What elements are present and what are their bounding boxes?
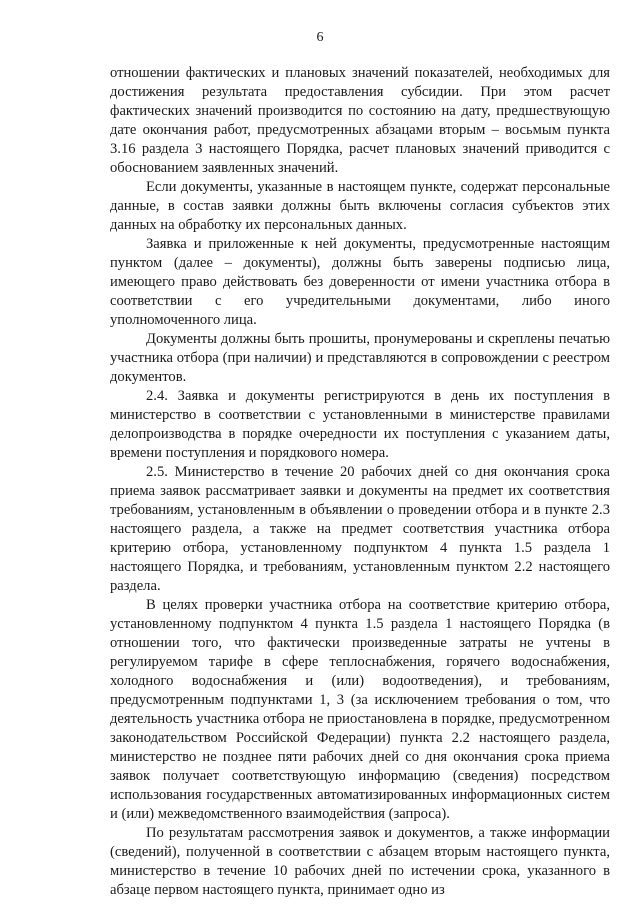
paragraph-results: По результатам рассмотрения заявок и документов, а также информации (сведений), полученной в соответствии с абзацем вторым настоящего пункта, министерство в течение 10 рабочих дней по истечении срока, указанного в абзаце первом настоящего пункта, принимает одно из (110, 825, 610, 898)
paragraph-continuation: отношении фактических и плановых значений показателей, необходимых для достижения результата предоставления субсидии. При этом расчет фактических значений производится по состоянию на дату, предшествующую дате окончания работ, предусмотренных абзацами вторым – восьмым пункта 3.16 раздела 3 настоящего Порядка, расчет плановых значений приводится с обоснованием заявленных значений. (110, 65, 610, 176)
document-body (110, 64, 610, 900)
paragraph-signature: Заявка и приложенные к ней документы, предусмотренные настоящим пунктом (далее – документы), должны быть заверены подписью лица, имеющего право действовать без доверенности от имени участника отбора в соответствии с его учредительными документами, либо иного уполномоченного лица. (110, 236, 610, 328)
paragraph-2-4: 2.4. Заявка и документы регистрируются в день их поступления в министерство в соответствии с установленными в министерстве правилами делопроизводства в порядке очередности их поступления с указанием даты, времени поступления и порядкового номера. (110, 388, 610, 461)
paragraph-2-5: 2.5. Министерство в течение 20 рабочих дней со дня окончания срока приема заявок рассматривает заявки и документы на предмет их соответствия требованиям, установленным в объявлении о проведении отбора и в пункте 2.3 настоящего раздела, а также на предмет соответствия участника отбора критерию отбора, установленному подпунктом 4 пункта 1.5 раздела 1 настоящего Порядка, и требованиям, установленным пунктом 2.2 настоящего раздела. (110, 464, 610, 594)
paragraph-binding: Документы должны быть прошиты, пронумерованы и скреплены печатью участника отбора (при наличии) и представляются в сопровождении с реестром документов. (110, 331, 610, 385)
paragraph-verification: В целях проверки участника отбора на соответствие критерию отбора, установленному подпунктом 4 пункта 1.5 раздела 1 настоящего Порядка (в отношении того, что фактически произведенные затраты не учтены в регулируемом тарифе в сфере теплоснабжения, горячего водоснабжения, холодного водоснабжения и (или) водоотведения), и требованиям, предусмотренным подпунктами 1, 3 (за исключением требования о том, что деятельность участника отбора не приостановлена в порядке, предусмотренном законодательством Российской Федерации) пункта 2.2 настоящего раздела, министерство не позднее пяти рабочих дней со дня окончания срока приема заявок получает соответствующую информацию (сведения) посредством использования государственных автоматизированных информационных систем и (или) межведомственного взаимодействия (запроса). (110, 597, 610, 822)
paragraph-personal-data: Если документы, указанные в настоящем пункте, содержат персональные данные, в состав заявки должны быть включены согласия субъектов этих данных на обработку их персональных данных. (110, 179, 610, 233)
page-number: 6 (316, 30, 324, 45)
